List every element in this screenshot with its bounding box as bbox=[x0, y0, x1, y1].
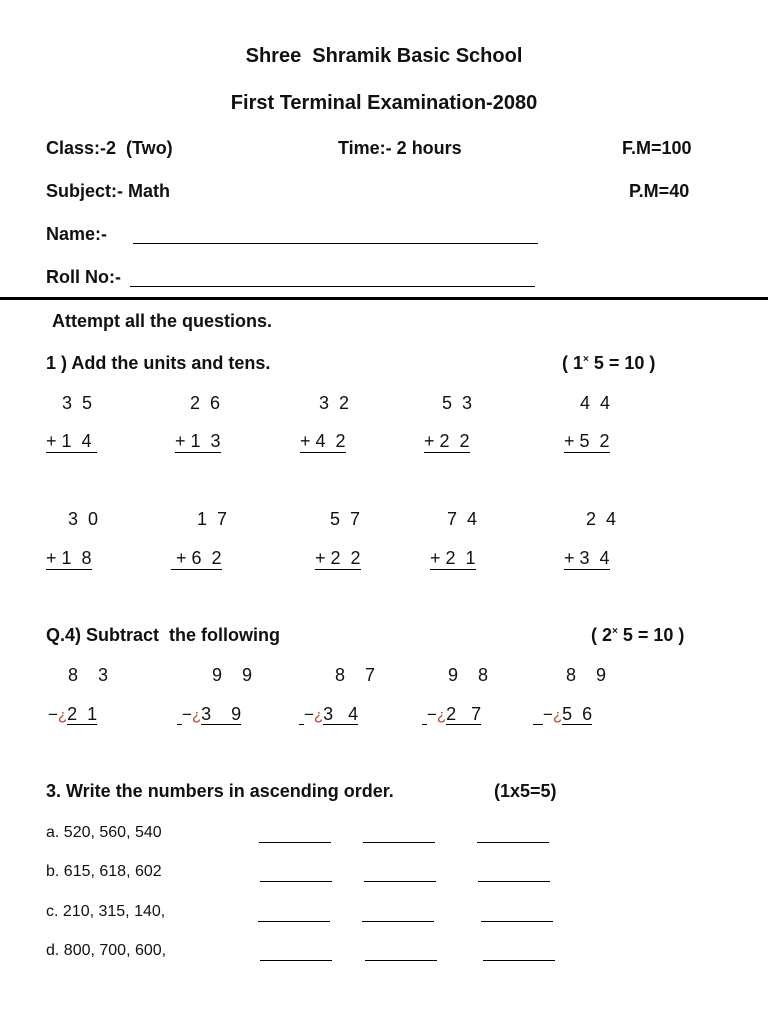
q1-title: 1 ) Add the units and tens. bbox=[46, 353, 271, 373]
answer-blank bbox=[260, 960, 332, 961]
full-marks: F.M=100 bbox=[622, 138, 692, 158]
add-bottom: + 1 8 bbox=[46, 548, 92, 568]
order-item: b. 615, 618, 602 bbox=[46, 863, 162, 880]
add-bottom: + 1 4 bbox=[46, 431, 97, 451]
subject-label: Subject:- Math bbox=[46, 181, 170, 201]
sub-top: 8 3 bbox=[68, 665, 109, 685]
answer-blank bbox=[258, 921, 330, 922]
q3-marks: (1x5=5) bbox=[494, 781, 557, 801]
q2-title: Q.4) Subtract the following bbox=[46, 625, 280, 645]
add-bottom: + 5 2 bbox=[564, 431, 610, 451]
pass-marks: P.M=40 bbox=[629, 181, 690, 201]
instructions: Attempt all the questions. bbox=[52, 311, 273, 331]
sub-top: 9 8 bbox=[448, 665, 489, 685]
q2-marks: ( 2× 5 = 10 ) bbox=[591, 625, 685, 645]
add-top: 3 0 bbox=[68, 509, 99, 529]
answer-blank bbox=[364, 881, 436, 882]
sub-top: 8 9 bbox=[566, 665, 607, 685]
roll-line bbox=[130, 286, 535, 287]
add-bottom: + 2 2 bbox=[315, 548, 361, 568]
add-top: 5 3 bbox=[442, 393, 473, 413]
order-item: a. 520, 560, 540 bbox=[46, 824, 162, 841]
add-bottom: + 6 2 bbox=[171, 548, 222, 568]
add-bottom: + 4 2 bbox=[300, 431, 346, 451]
add-top: 2 4 bbox=[586, 509, 617, 529]
name-line bbox=[133, 243, 538, 244]
sub-bottom: −¿3 4 bbox=[299, 704, 358, 725]
q1-marks: ( 1× 5 = 10 ) bbox=[562, 353, 656, 373]
answer-blank bbox=[260, 881, 332, 882]
sub-bottom: −¿2 1 bbox=[48, 704, 98, 724]
add-bottom: + 1 3 bbox=[175, 431, 221, 451]
answer-blank bbox=[259, 842, 331, 843]
add-top: 3 5 bbox=[62, 393, 93, 413]
answer-blank bbox=[477, 842, 549, 843]
add-bottom: + 3 4 bbox=[564, 548, 610, 568]
q3-title: 3. Write the numbers in ascending order. bbox=[46, 781, 394, 801]
add-bottom: + 2 2 bbox=[424, 431, 470, 451]
add-top: 7 4 bbox=[447, 509, 478, 529]
sub-top: 9 9 bbox=[212, 665, 253, 685]
answer-blank bbox=[481, 921, 553, 922]
answer-blank bbox=[362, 921, 434, 922]
order-item: d. 800, 700, 600, bbox=[46, 942, 167, 959]
add-top: 2 6 bbox=[190, 393, 221, 413]
time-label: Time:- 2 hours bbox=[338, 138, 462, 158]
school-name: Shree Shramik Basic School bbox=[245, 45, 523, 67]
answer-blank bbox=[478, 881, 550, 882]
order-item: c. 210, 315, 140, bbox=[46, 903, 166, 920]
sub-bottom: −¿3 9 bbox=[177, 704, 241, 725]
exam-title: First Terminal Examination-2080 bbox=[230, 92, 538, 114]
header-divider bbox=[0, 297, 768, 300]
name-label: Name:- bbox=[46, 224, 108, 244]
add-top: 3 2 bbox=[319, 393, 350, 413]
sub-bottom: −¿5 6 bbox=[533, 704, 592, 725]
roll-label: Roll No:- bbox=[46, 267, 121, 287]
class-label: Class:-2 (Two) bbox=[46, 138, 173, 158]
answer-blank bbox=[483, 960, 555, 961]
answer-blank bbox=[365, 960, 437, 961]
add-top: 4 4 bbox=[580, 393, 611, 413]
add-top: 1 7 bbox=[197, 509, 228, 529]
answer-blank bbox=[363, 842, 435, 843]
add-bottom: + 2 1 bbox=[430, 548, 476, 568]
sub-bottom: −¿2 7 bbox=[422, 704, 481, 725]
add-top: 5 7 bbox=[330, 509, 361, 529]
sub-top: 8 7 bbox=[335, 665, 376, 685]
